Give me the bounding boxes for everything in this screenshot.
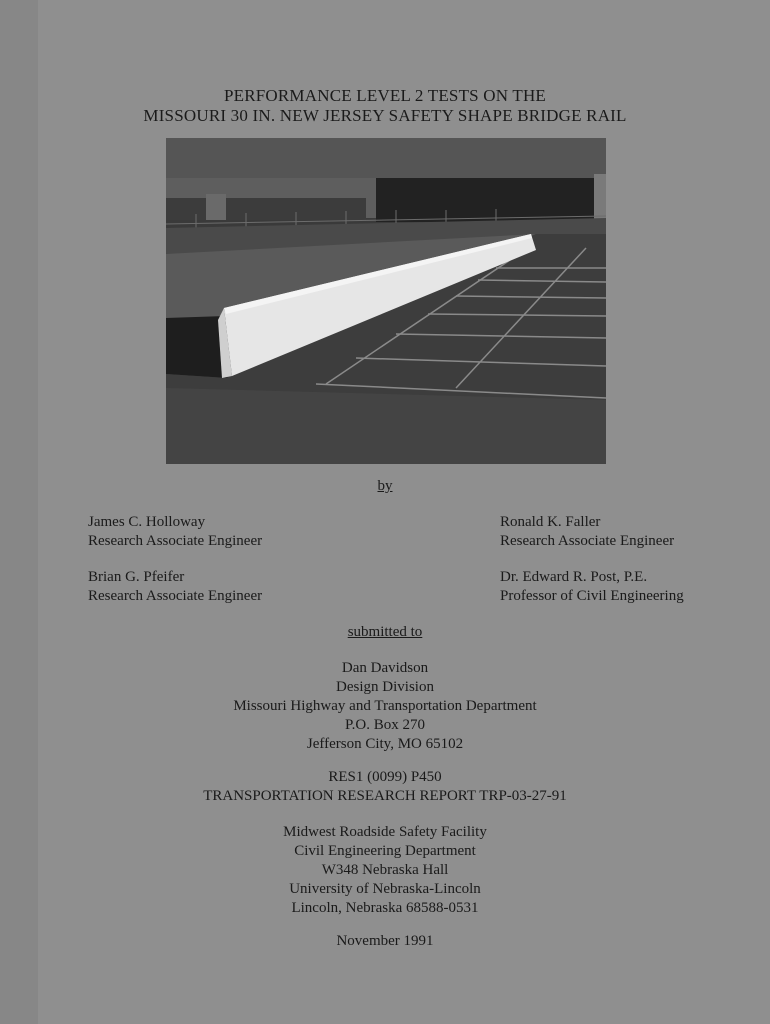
facility-hall: W348 Nebraska Hall: [321, 862, 449, 878]
facility-name: Midwest Roadside Safety Facility: [283, 824, 487, 840]
author-1-name: James C. Holloway: [88, 514, 206, 530]
large-building: [376, 178, 596, 222]
recipient-city: Jefferson City, MO 65102: [306, 736, 464, 752]
by-label: by: [377, 478, 393, 494]
author-2-role: Research Associate Engineer: [500, 533, 675, 549]
report-code: RES1 (0099) P450: [328, 769, 442, 785]
submitted-to-label: submitted to: [347, 624, 423, 640]
bridge-rail-photo: [166, 138, 606, 464]
recipient-name: Dan Davidson: [341, 660, 429, 676]
author-2-name: Ronald K. Faller: [500, 514, 601, 530]
report-number: TRANSPORTATION RESEARCH REPORT TRP-03-27-91: [203, 788, 567, 804]
facility-department: Civil Engineering Department: [294, 843, 476, 859]
facility-address: [0, 823, 770, 918]
author-3-name: Brian G. Pfeifer: [88, 569, 185, 585]
author-4-role: Professor of Civil Engineering: [500, 588, 684, 604]
author-1: [88, 513, 262, 551]
report-identifiers: [0, 768, 770, 806]
author-1-role: Research Associate Engineer: [88, 533, 263, 549]
facility-university: University of Nebraska-Lincoln: [289, 881, 481, 897]
recipient-box: P.O. Box 270: [344, 717, 426, 733]
title-line-2: MISSOURI 30 IN. NEW JERSEY SAFETY SHAPE BRIDGE RAIL: [143, 106, 627, 125]
author-4: [500, 568, 684, 606]
recipient-division: Design Division: [336, 679, 434, 695]
recipient-department: Missouri Highway and Transportation Department: [233, 698, 537, 714]
facility-city: Lincoln, Nebraska 68588-0531: [291, 900, 479, 916]
author-3: [88, 568, 262, 606]
report-title: [0, 86, 770, 126]
author-3-role: Research Associate Engineer: [88, 588, 263, 604]
report-date: November 1991: [336, 933, 434, 949]
recipient-address: [0, 659, 770, 754]
author-2: [500, 513, 674, 551]
author-4-name: Dr. Edward R. Post, P.E.: [500, 569, 648, 585]
title-line-1: PERFORMANCE LEVEL 2 TESTS ON THE: [223, 86, 547, 105]
